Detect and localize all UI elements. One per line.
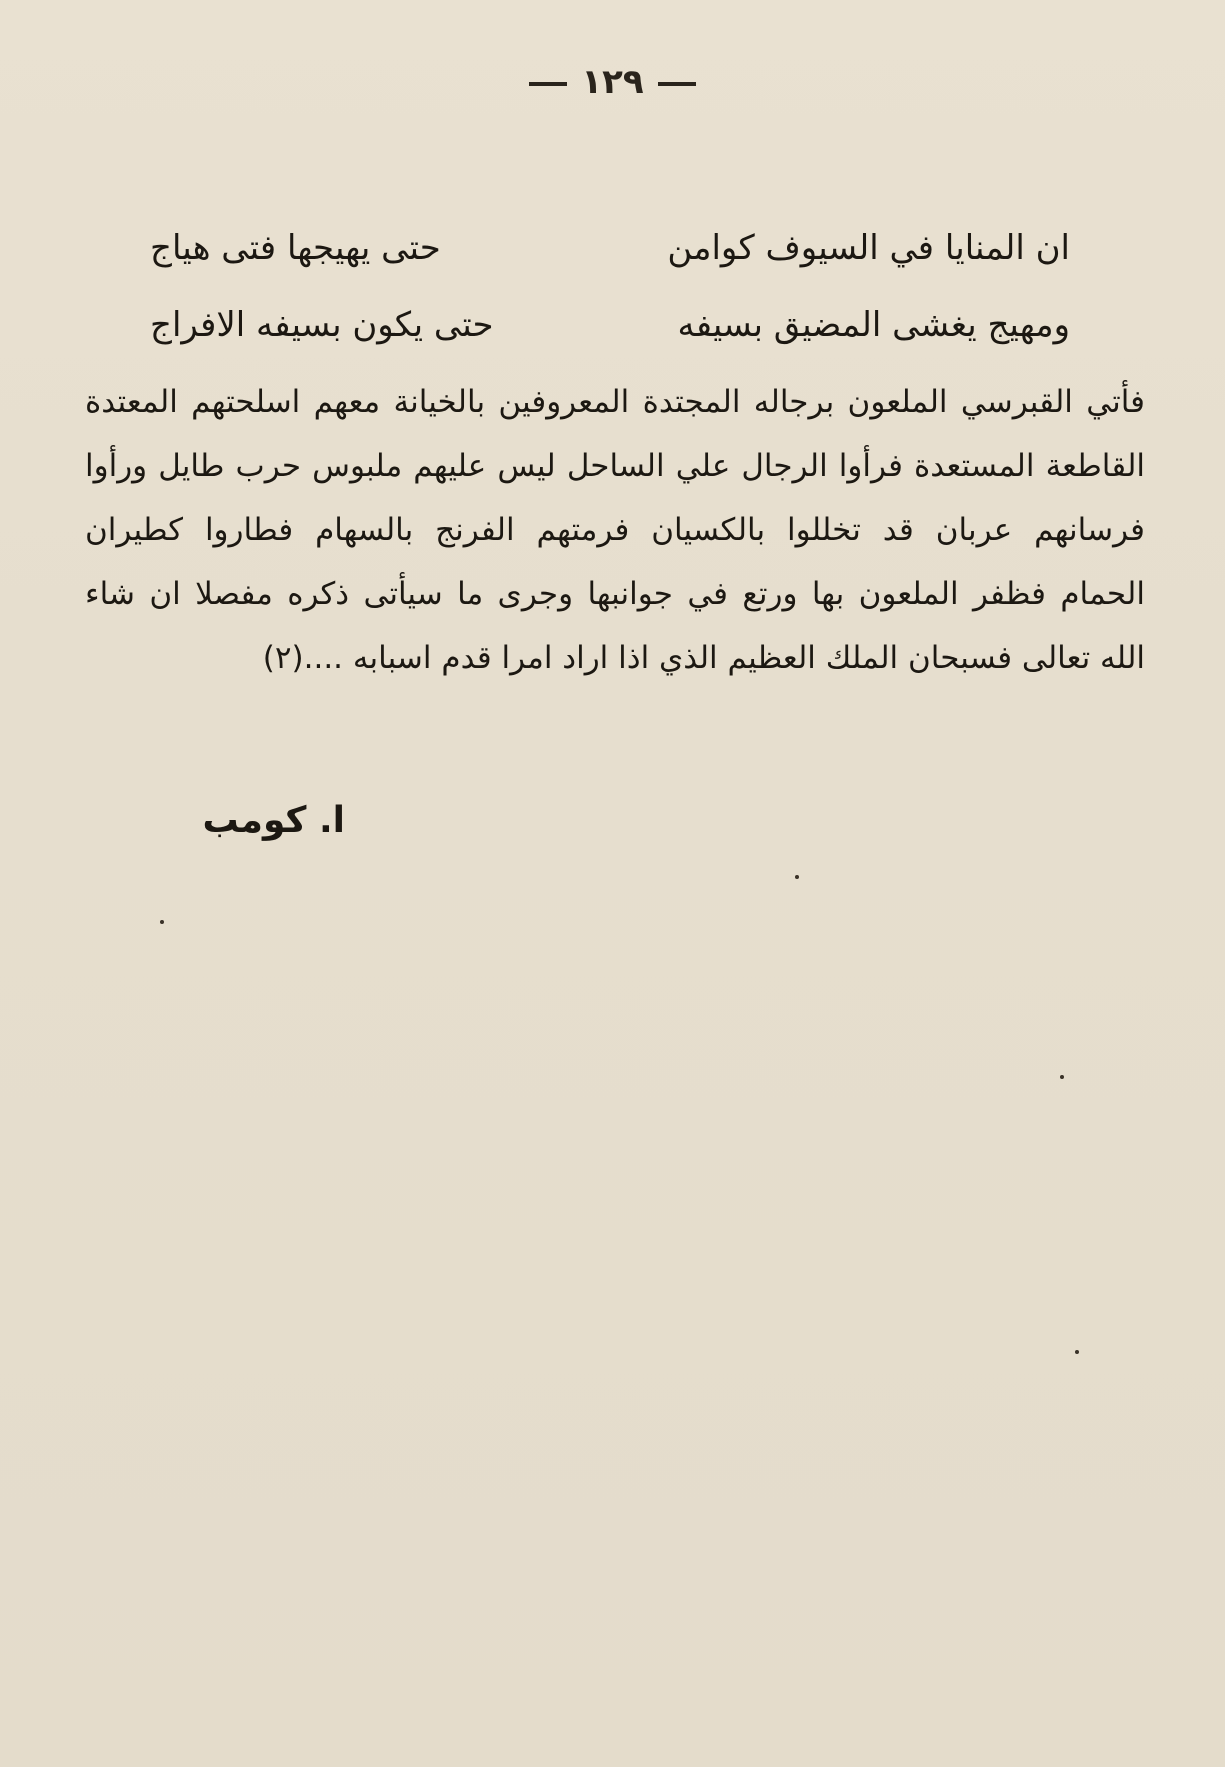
verse-line-2 — [150, 295, 1070, 355]
author-signature: ا. كومب — [202, 800, 345, 841]
prose-line: فأتي القبرسي الملعون برجاله المجتدة المعروفين بالخيانة معهم اسلحتهم المعتدة — [85, 384, 1145, 420]
page-number — [0, 62, 1225, 102]
page-number-dash-left — [529, 82, 567, 86]
prose-paragraph — [85, 370, 1145, 690]
prose-line: الله تعالى فسبحان الملك العظيم الذي اذا اراد امرا قدم اسبابه ....(٢) — [262, 640, 1145, 676]
verse-2-second-hemistich: حتى يكون بسيفه الافراج — [150, 305, 494, 345]
prose-line: القاطعة المستعدة فرأوا الرجال علي الساحل ليس عليهم ملبوس حرب طايل ورأوا — [85, 448, 1145, 484]
ink-speck — [1060, 1075, 1064, 1079]
page-number-dash-right — [658, 82, 696, 86]
bleed-through-text — [85, 155, 1145, 185]
ink-speck — [160, 920, 164, 924]
page-number-text: ١٢٩ — [581, 62, 644, 102]
verse-1-first-hemistich: ان المنايا في السيوف كوامن — [667, 228, 1070, 268]
verse-1-second-hemistich: حتى يهيجها فتى هياج — [150, 228, 441, 268]
ink-speck — [795, 875, 799, 879]
verse-line-1 — [150, 218, 1070, 278]
prose-line: الحمام فظفر الملعون بها ورتع في جوانبها وجرى ما سيأتى ذكره مفصلا ان شاء — [85, 576, 1145, 612]
ink-speck — [1075, 1350, 1079, 1354]
verse-2-first-hemistich: ومهيج يغشى المضيق بسيفه — [677, 305, 1070, 345]
prose-line: فرسانهم عربان قد تخللوا بالكسيان فرمتهم الفرنج بالسهام فطاروا كطيران — [85, 512, 1145, 548]
